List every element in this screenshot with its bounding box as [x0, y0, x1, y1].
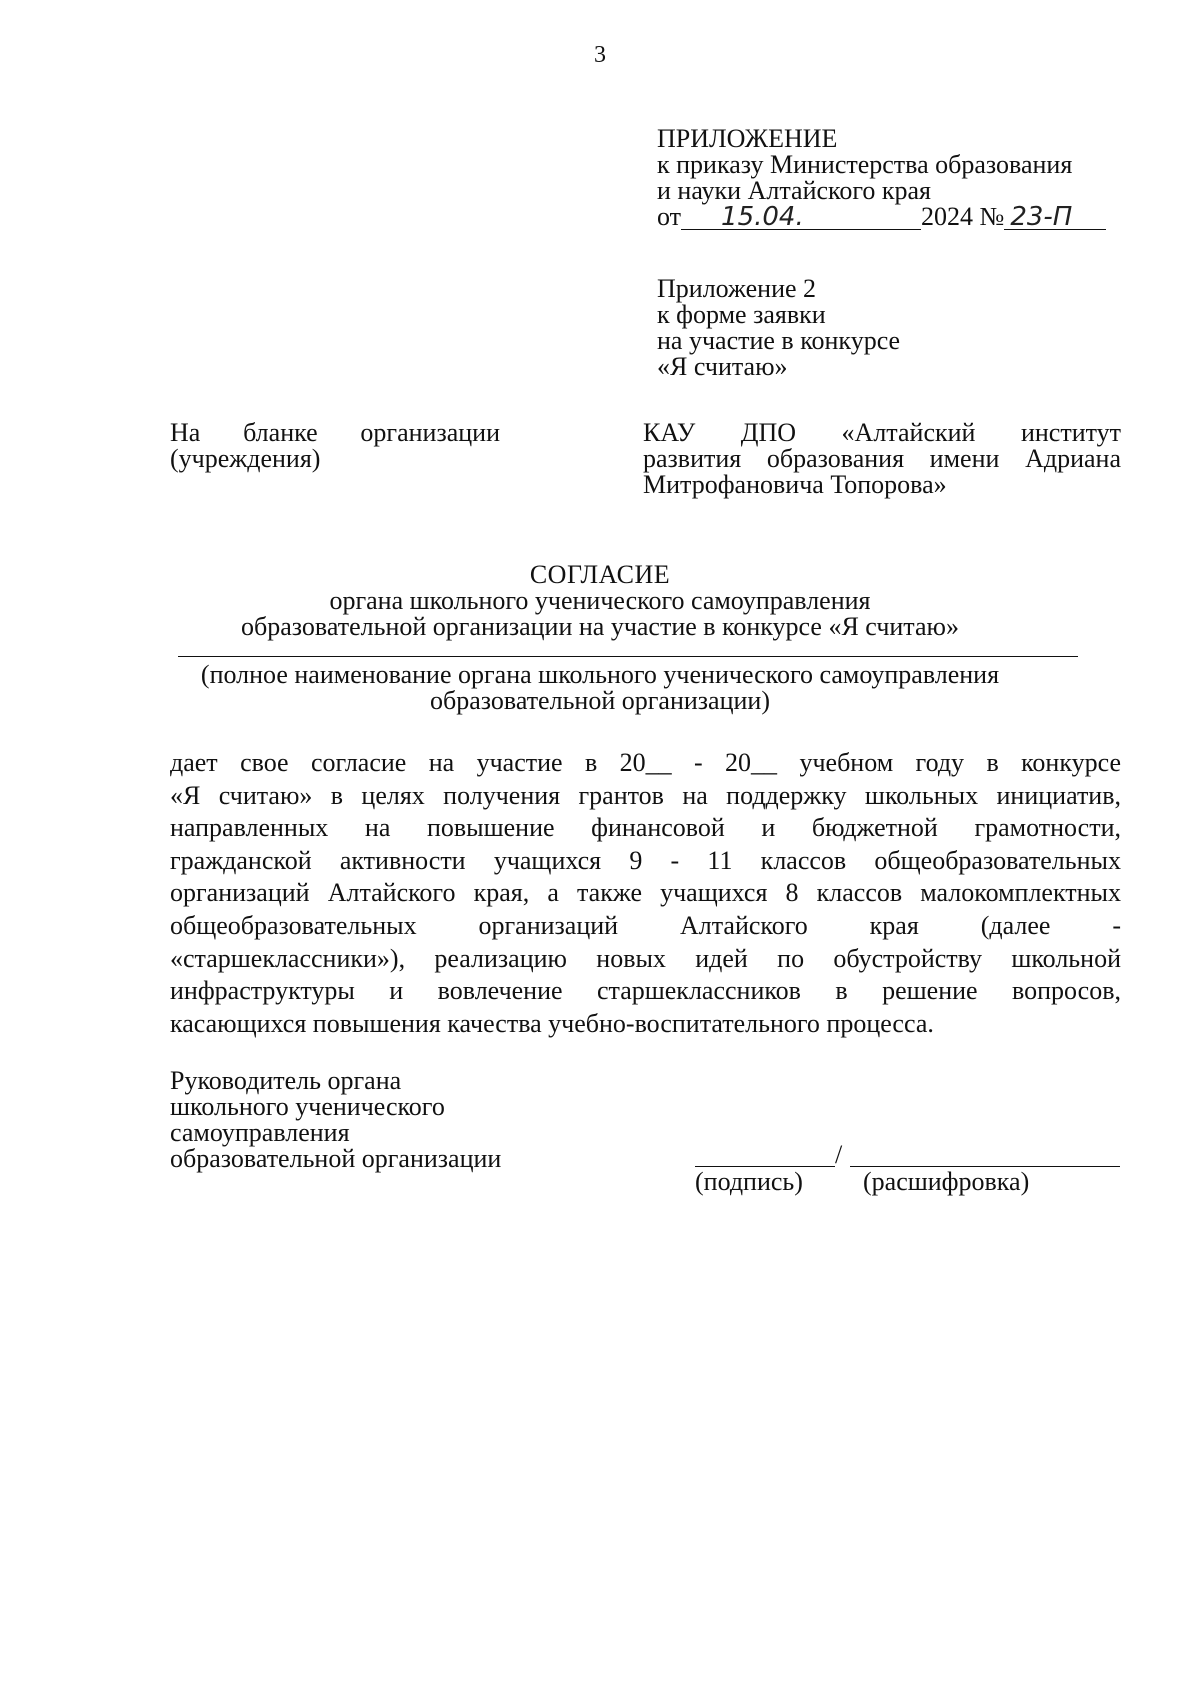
letterhead-line-1 — [170, 420, 500, 446]
signer-line: школьного ученического — [170, 1092, 445, 1121]
recipient-address — [643, 420, 1121, 498]
document-title: СОГЛАСИЕ — [529, 560, 671, 589]
recipient-line-3: Митрофановича Топорова» — [643, 470, 947, 499]
handwritten-number: 23-П — [1010, 202, 1073, 232]
recipient-line-2: развития образования имени Адриана — [643, 444, 1121, 473]
letterhead-word: На — [170, 418, 201, 447]
signature-area — [695, 1140, 1120, 1200]
caption-line-2: образовательной организации) — [430, 686, 770, 715]
appendix-line-2: и науки Алтайского края — [657, 176, 931, 205]
page-number: 3 — [594, 42, 606, 68]
date-field — [681, 202, 921, 232]
caption-line-1: (полное наименование органа школьного ученического самоуправления — [200, 660, 1000, 689]
handwritten-date: 15.04. — [721, 202, 804, 232]
document-subtitle-2: образовательной организации на участие в конкурсе «Я считаю» — [241, 612, 959, 641]
appendix-2-line: на участие в конкурсе — [657, 326, 901, 355]
name-field-caption — [0, 662, 1200, 714]
signer-line: самоуправления — [170, 1118, 350, 1147]
appendix-header — [657, 126, 1127, 230]
body-line-last: касающихся повышения качества учебно-воспитательного процесса. — [170, 1008, 934, 1038]
body-line: «Я считаю» в целях получения грантов на поддержку школьных инициатив, — [170, 780, 1121, 810]
appendix-date-line — [657, 204, 1127, 230]
letterhead-note — [170, 420, 500, 472]
letterhead-word: бланке — [243, 418, 318, 447]
letterhead-word: организации — [360, 418, 500, 447]
body-line: гражданской активности учащихся 9 - 11 классов общеобразовательных — [170, 845, 1121, 875]
appendix-2-header — [657, 276, 1057, 380]
number-field — [1004, 202, 1106, 232]
year-label: 2024 № — [921, 202, 1005, 231]
appendix-2-line: «Я считаю» — [657, 352, 788, 381]
signature-caption: (подпись) — [695, 1167, 803, 1196]
decoding-caption: (расшифровка) — [863, 1167, 1030, 1196]
signer-title — [170, 1068, 590, 1172]
body-line: организаций Алтайского края, а также учащихся 8 классов малокомплектных — [170, 878, 1121, 908]
name-blank-line — [178, 656, 1078, 657]
from-label: от — [657, 202, 682, 231]
signer-line: образовательной организации — [170, 1144, 502, 1173]
document-title-block — [0, 562, 1200, 640]
consent-body — [170, 747, 1121, 1040]
body-line: инфраструктуры и вовлечение старшеклассников в решение вопросов, — [170, 976, 1121, 1006]
body-line: направленных на повышение финансовой и бюджетной грамотности, — [170, 813, 1121, 843]
body-line: «старшеклассники»), реализацию новых идей по обустройству школьной — [170, 943, 1121, 973]
body-line: дает свое согласие на участие в 20__ - 20__ учебном году в конкурсе — [170, 748, 1121, 777]
appendix-2-line: Приложение 2 — [657, 274, 817, 303]
appendix-title: ПРИЛОЖЕНИЕ — [657, 124, 838, 153]
body-line: общеобразовательных организаций Алтайского края (далее - — [170, 910, 1121, 940]
letterhead-line-2: (учреждения) — [170, 444, 321, 473]
recipient-line-1: КАУ ДПО «Алтайский институт — [643, 418, 1121, 447]
appendix-2-line: к форме заявки — [657, 300, 826, 329]
appendix-line-1: к приказу Министерства образования — [657, 150, 1073, 179]
signature-separator: / — [835, 1140, 843, 1169]
signer-line: Руководитель органа — [170, 1066, 402, 1095]
document-subtitle-1: органа школьного ученического самоуправления — [329, 586, 871, 615]
